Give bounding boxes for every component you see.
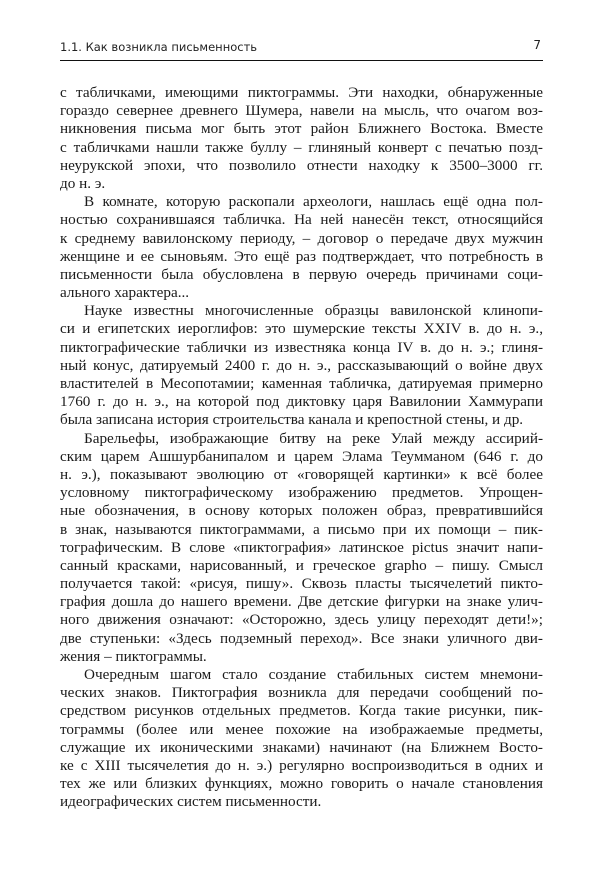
text-line: ный конус, датируемый 2400 г. до н. э., рассказывающий о войне двух bbox=[60, 356, 543, 374]
text-line: никновения письма мог быть этот район Ближнего Востока. Вместе bbox=[60, 120, 543, 138]
paragraph bbox=[60, 430, 543, 666]
text-line: ским царем Ашшурбанипалом и царем Элама Теумманом (646 г. до bbox=[60, 447, 543, 465]
text-line: ального характера... bbox=[60, 284, 190, 302]
text-line: властителей в Месопотамии; каменная табличка, датируемая примерно bbox=[60, 375, 543, 392]
text-line: н. э.), показывают эволюцию от «говорящей картинки» к всё более bbox=[60, 465, 543, 483]
paragraph bbox=[60, 302, 543, 429]
text-line: ностью сохранившаяся табличка. На ней нанесён текст, относящийся bbox=[60, 211, 543, 229]
page-number: 7 bbox=[533, 38, 541, 52]
text-line: с табличками, имеющими пиктограммы. Эти находки, обнаруженные bbox=[60, 84, 543, 101]
text-line: Очередным шагом стало создание стабильных систем мнемони- bbox=[84, 666, 543, 683]
running-header bbox=[60, 38, 543, 61]
text-line: две ступеньки: «Здесь подземный переход». Все знаки уличного дви- bbox=[60, 629, 543, 647]
text-line: ке с XIII тысячелетия до н. э.) регулярно воспроизводиться в одних и bbox=[60, 756, 543, 774]
text-line: идеографических систем письменности. bbox=[60, 793, 322, 811]
text-line: 1760 г. до н. э., на которой под диктовку царя Вавилонии Хаммурапи bbox=[60, 393, 543, 411]
text-line: была записана история строительства канала и крепостной стены, и др. bbox=[60, 411, 524, 429]
text-line: неурукской эпохи, что позволило отнести находку к 3500–3000 гг. bbox=[60, 156, 543, 174]
text-line: санный красками, нарисованный, и греческое grapho – пишу. Смысл bbox=[60, 556, 543, 574]
text-line: в знак, называются пиктограммами, а письмо при их помощи – пик- bbox=[60, 520, 543, 538]
text-line: письменности была обусловлена в первую очередь причинами соци- bbox=[60, 265, 543, 283]
paragraph bbox=[60, 193, 543, 302]
text-line: пиктографические таблички из известняка конца IV в. до н. э.; глиня- bbox=[60, 338, 543, 356]
text-line: тограммы (более или менее похожие на изображаемые предметы, bbox=[60, 720, 543, 738]
chapter-title: 1.1. Как возникла письменность bbox=[60, 40, 258, 54]
text-line: графия дошла до нашего времени. Две детские фигурки на знаке улич- bbox=[60, 593, 543, 611]
text-line: с табличками нашли также буллу – глиняный конверт с печатью позд- bbox=[60, 138, 543, 156]
text-line: Барельефы, изображающие битву на реке Улай между ассирий- bbox=[84, 429, 543, 447]
body-text bbox=[60, 84, 543, 812]
text-line: жения – пиктограммы. bbox=[60, 647, 207, 665]
text-line: женщине и ее сыновьям. Это ещё раз подтверждает, что потребность в bbox=[60, 247, 543, 265]
text-line: служащие их иконическими знаками) начинают (на Ближнем Восто- bbox=[60, 738, 543, 756]
text-line: си и египетских иероглифов: это шумерские тексты XXIV в. до н. э., bbox=[60, 320, 543, 338]
text-line: условному пиктографическому изображению предметов. Упрощен- bbox=[60, 484, 543, 502]
text-line: ного движения означают: «Осторожно, здесь улицу переходят дети!»; bbox=[60, 611, 543, 629]
text-line: гораздо севернее древнего Шумера, навели на мысль, что очагом воз- bbox=[60, 102, 543, 120]
text-line: тографическим. В слове «пиктография» латинское pictus значит напи- bbox=[60, 538, 543, 556]
text-line: ческих знаков. Пиктография возникла для передачи сообщений по- bbox=[60, 684, 543, 702]
text-line: к среднему вавилонскому периоду, – договор о передаче двух мужчин bbox=[60, 229, 543, 247]
text-line: тех же или близких функциях, можно говорить о начале становления bbox=[60, 775, 543, 793]
text-line: средством рисунков отдельных предметов. Когда такие рисунки, пик- bbox=[60, 702, 543, 720]
text-line: получается такой: «рисуя, пишу». Сквозь пласты тысячелетий пикто- bbox=[60, 575, 543, 593]
text-line: до н. э. bbox=[60, 174, 106, 192]
text-line: ные обозначения, в основу которых положен образ, превратившийся bbox=[60, 502, 543, 520]
paragraph bbox=[60, 666, 543, 812]
paragraph bbox=[60, 84, 543, 193]
text-line: В комнате, которую раскопали археологи, нашлась ещё одна пол- bbox=[84, 193, 543, 211]
text-line: Науке известны многочисленные образцы вавилонской клинопи- bbox=[84, 302, 543, 320]
